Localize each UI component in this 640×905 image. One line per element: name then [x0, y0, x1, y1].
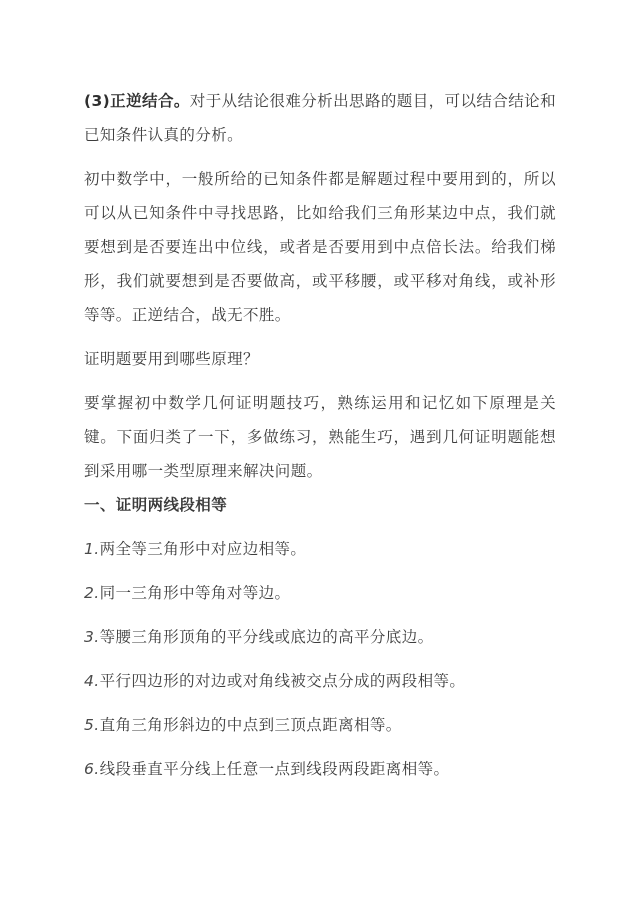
item-text: 平行四边形的对边或对角线被交点分成的两段相等。 [99, 672, 466, 690]
item-text: 等腰三角形顶角的平分线或底边的高平分底边。 [99, 628, 434, 646]
heading-equal-segments: 一、证明两线段相等 [84, 496, 228, 514]
item-number: 1. [84, 540, 100, 558]
section3-label: (3)正逆结合。 [84, 92, 190, 110]
list-item [84, 620, 556, 654]
paragraph-master-principles: 要掌握初中数学几何证明题技巧，熟练运用和记忆如下原理是关键。下面归类了一下，多做练习，熟能生巧，遇到几何证明题能想到采用哪一类型原理来解决问题。 [84, 394, 556, 480]
item-text: 线段垂直平分线上任意一点到线段两段距离相等。 [99, 760, 450, 778]
list-item [84, 708, 556, 742]
section3-paragraph [84, 84, 556, 152]
section3-text: 对于从结论很难分析出思路的题目，可以结合结论和已知条件认真的分析。 [84, 92, 557, 144]
list-item [84, 664, 556, 698]
item-number: 2. [84, 584, 100, 602]
list-item [84, 752, 556, 786]
paragraph-known-conditions: 初中数学中，一般所给的已知条件都是解题过程中要用到的，所以可以从已知条件中寻找思路，比如给我们三角形某边中点，我们就要想到是否要连出中位线，或者是否要用到中点倍长法。给我们梯形，我们就要想到是否要做高，或平移腰，或平移对角线，或补形等等。正逆结合，战无不胜。 [84, 170, 556, 324]
document-page [84, 84, 556, 786]
item-number: 4. [84, 672, 100, 690]
list-item [84, 576, 556, 610]
item-number: 6. [84, 760, 100, 778]
item-number: 5. [84, 716, 100, 734]
list-item [84, 532, 556, 566]
item-text: 直角三角形斜边的中点到三顶点距离相等。 [99, 716, 402, 734]
item-number: 3. [84, 628, 100, 646]
question-principles: 证明题要用到哪些原理？ [84, 350, 259, 368]
item-text: 同一三角形中等角对等边。 [99, 584, 291, 602]
item-text: 两全等三角形中对应边相等。 [99, 540, 307, 558]
